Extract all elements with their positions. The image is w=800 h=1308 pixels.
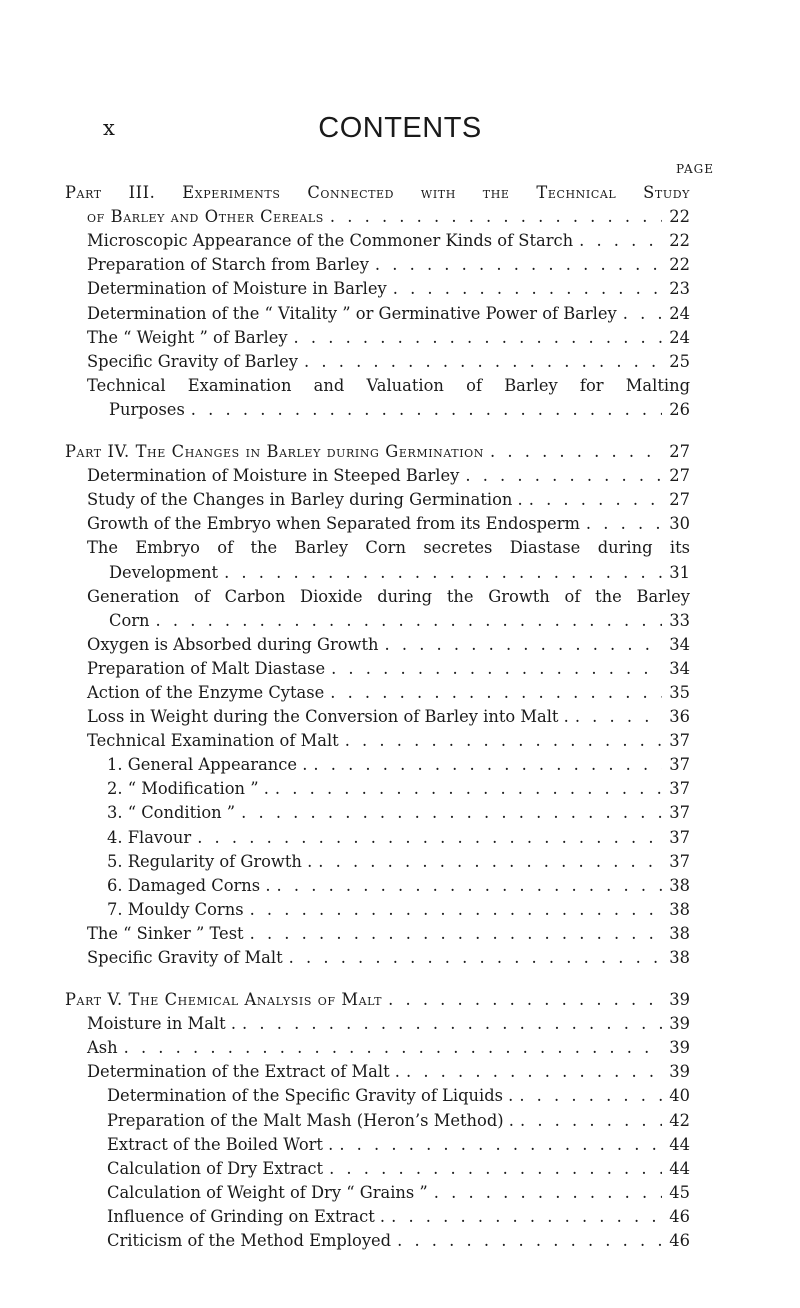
toc-sub-entry (65, 1178, 690, 1202)
toc-entry (65, 1033, 690, 1057)
page-number: 37 (669, 803, 690, 823)
running-title: CONTENTS (318, 112, 482, 144)
page-number: 24 (669, 327, 690, 347)
leader-dots (569, 707, 662, 726)
entry-title: Purposes (109, 399, 185, 419)
leader-dots (218, 563, 662, 582)
leader-dots (514, 1111, 662, 1130)
toc-entry (65, 274, 690, 298)
leader-dots (382, 990, 662, 1009)
entry-title: Influence of Grinding on Extract . (107, 1206, 386, 1226)
leader-dots (391, 1231, 662, 1250)
page-number: 23 (669, 279, 690, 299)
part-title: Part V. The Chemical Analysis of Malt (65, 990, 383, 1010)
entry-title: Corn (109, 610, 150, 630)
entry-title: Technical Examination of Malt (87, 731, 339, 751)
entry-title: Extract of the Boiled Wort . (107, 1134, 334, 1154)
part-title: of Barley and Other Cereals (87, 207, 324, 227)
toc-entry (65, 654, 690, 678)
toc-sub-entry (65, 750, 690, 774)
leader-dots (385, 1207, 662, 1226)
entry-title: Preparation of Malt Diastase (87, 658, 326, 678)
leader-dots (298, 352, 662, 371)
entry-title: Specific Gravity of Barley (87, 351, 299, 371)
page-number: 38 (669, 948, 690, 967)
entry-title: 1. General Appearance . (107, 755, 308, 775)
page-number: 27 (669, 490, 690, 510)
page-number: 27 (669, 466, 690, 486)
entry-title: Growth of the Embryo when Separated from its Endosperm (87, 514, 580, 534)
page-number: 37 (669, 851, 690, 871)
toc-entry (65, 919, 690, 943)
entry-title: 3. “ Condition ” (107, 803, 236, 823)
toc-entry (65, 298, 690, 322)
entry-title: Technical Examination and Valuation of Barley for Malting (87, 375, 690, 395)
leader-dots (271, 876, 662, 895)
toc-entry-continued (65, 395, 690, 419)
entry-title: Preparation of the Malt Mash (Heron’s Method) . (107, 1110, 514, 1130)
page-number: 37 (669, 755, 690, 775)
leader-dots (235, 803, 662, 822)
entry-title: Specific Gravity of Malt (87, 948, 283, 967)
page-number: 39 (669, 990, 690, 1010)
toc-entry (65, 509, 690, 533)
toc-entry (65, 678, 690, 702)
entry-title: Determination of Moisture in Steeped Barley (87, 466, 460, 486)
page-number: 35 (669, 682, 690, 702)
page-number: 38 (669, 899, 690, 919)
page-number: 46 (669, 1231, 690, 1251)
entry-title: The “ Sinker ” Test (87, 923, 244, 943)
page-number: 37 (669, 827, 690, 847)
page-folio: x (103, 116, 115, 140)
toc-entry (65, 323, 690, 347)
part-heading-continued (65, 202, 690, 226)
leader-dots (379, 635, 663, 654)
toc-entry (65, 461, 690, 485)
table-of-contents (65, 178, 690, 1250)
page-number: 46 (669, 1206, 690, 1226)
page-number: 40 (669, 1086, 690, 1106)
entry-title: Microscopic Appearance of the Commoner Kinds of Starch (87, 231, 574, 251)
leader-dots (325, 659, 662, 678)
page-header (0, 112, 800, 146)
toc-entry-wrapped (65, 582, 690, 606)
page-number: 24 (669, 303, 690, 323)
page-number: 25 (669, 351, 690, 371)
page-number: 38 (669, 875, 690, 895)
toc-entry (65, 726, 690, 750)
leader-dots (244, 924, 662, 943)
page-number: 39 (669, 1038, 690, 1058)
toc-sub-entry (65, 1226, 690, 1250)
toc-sub-entry (65, 871, 690, 895)
page-number: 34 (669, 658, 690, 678)
entry-title: Preparation of Starch from Barley (87, 255, 369, 275)
page-number: 36 (669, 707, 690, 727)
part-heading (65, 985, 690, 1009)
leader-dots (580, 514, 662, 533)
toc-entry (65, 250, 690, 274)
toc-entry (65, 226, 690, 250)
toc-sub-entry (65, 798, 690, 822)
toc-entry (65, 943, 690, 967)
leader-dots (387, 279, 662, 298)
entry-title: Calculation of Dry Extract (107, 1158, 324, 1178)
leader-dots (283, 948, 662, 967)
leader-dots (324, 207, 662, 226)
leader-dots (400, 1062, 662, 1081)
entry-title: The Embryo of the Barley Corn secretes Diastase during its (87, 538, 690, 558)
entry-title: Study of the Changes in Barley during Germination . (87, 490, 523, 510)
leader-dots (333, 1135, 662, 1154)
leader-dots (484, 442, 662, 461)
toc-entry (65, 347, 690, 371)
entry-title: Criticism of the Method Employed (107, 1231, 392, 1251)
leader-dots (459, 466, 662, 485)
page-number: 31 (669, 562, 690, 582)
toc-sub-entry (65, 847, 690, 871)
leader-dots (312, 852, 662, 871)
entry-title: 4. Flavour (107, 827, 192, 847)
leader-dots (269, 779, 662, 798)
entry-title: Ash (87, 1038, 118, 1058)
toc-sub-entry (65, 1202, 690, 1226)
entry-title: Loss in Weight during the Conversion of Barley into Malt . (87, 707, 569, 727)
page-number: 38 (669, 923, 690, 943)
page-number: 34 (669, 634, 690, 654)
leader-dots (288, 328, 662, 347)
page-number: 22 (669, 255, 690, 275)
leader-dots (191, 828, 662, 847)
entry-title: 5. Regularity of Growth . (107, 851, 313, 871)
toc-entry (65, 1009, 690, 1033)
entry-title: Action of the Enzyme Cytase (87, 682, 325, 702)
page-number: 22 (669, 231, 690, 251)
leader-dots (185, 400, 662, 419)
toc-sub-entry (65, 822, 690, 846)
page-number: 37 (669, 779, 690, 799)
part-heading (65, 437, 690, 461)
toc-entry (65, 485, 690, 509)
toc-sub-entry (65, 895, 690, 919)
page-number: 22 (669, 207, 690, 227)
entry-title: 2. “ Modification ” . (107, 779, 269, 799)
toc-sub-entry (65, 774, 690, 798)
leader-dots (150, 611, 662, 630)
page-number: 27 (669, 442, 690, 462)
page-number: 39 (669, 1062, 690, 1082)
leader-dots (244, 900, 662, 919)
entry-title: Moisture in Malt . (87, 1014, 237, 1034)
leader-dots (573, 231, 662, 250)
leader-dots (523, 490, 662, 509)
leader-dots (369, 255, 662, 274)
leader-dots (307, 755, 662, 774)
page-number: 30 (669, 514, 690, 534)
leader-dots (428, 1183, 662, 1202)
toc-entry-wrapped (65, 371, 690, 395)
leader-dots (323, 1159, 662, 1178)
page-number: 42 (669, 1110, 690, 1130)
toc-entry-wrapped (65, 533, 690, 557)
entry-title: Generation of Carbon Dioxide during the Growth of the Barley (87, 586, 690, 606)
entry-title: Oxygen is Absorbed during Growth (87, 634, 379, 654)
leader-dots (324, 683, 662, 702)
toc-sub-entry (65, 1154, 690, 1178)
entry-title: Development (109, 562, 219, 582)
toc-entry-continued (65, 557, 690, 581)
entry-title: Determination of Moisture in Barley (87, 279, 387, 299)
entry-title: 7. Mouldy Corns (107, 899, 244, 919)
toc-sub-entry (65, 1105, 690, 1129)
leader-dots (236, 1014, 662, 1033)
page-number: 44 (669, 1134, 690, 1154)
toc-entry (65, 1057, 690, 1081)
entry-title: The “ Weight ” of Barley (87, 327, 288, 347)
entry-title: 6. Damaged Corns . (107, 875, 271, 895)
part-title: Part III. Experiments Connected with the Technical Study (65, 183, 690, 203)
leader-dots (339, 731, 662, 750)
entry-title: Determination of the Specific Gravity of Liquids . (107, 1086, 514, 1106)
toc-entry (65, 702, 690, 726)
leader-dots (617, 304, 662, 323)
toc-sub-entry (65, 1130, 690, 1154)
entry-title: Determination of the “ Vitality ” or Germinative Power of Barley (87, 303, 617, 323)
page-number: 44 (669, 1158, 690, 1178)
toc-entry-continued (65, 606, 690, 630)
toc-entry (65, 630, 690, 654)
page-number: 26 (669, 399, 690, 419)
page-number: 39 (669, 1014, 690, 1034)
part-title: Part IV. The Changes in Barley during Germination (65, 442, 485, 462)
page-column-label: PAGE (676, 162, 714, 176)
page-number: 37 (669, 731, 690, 751)
entry-title: Calculation of Weight of Dry “ Grains ” (107, 1182, 428, 1202)
entry-title: Determination of the Extract of Malt . (87, 1062, 400, 1082)
page-number: 33 (669, 610, 690, 630)
leader-dots (513, 1086, 662, 1105)
toc-sub-entry (65, 1081, 690, 1105)
leader-dots (118, 1038, 662, 1057)
part-heading (65, 178, 690, 202)
page-number: 45 (669, 1182, 690, 1202)
